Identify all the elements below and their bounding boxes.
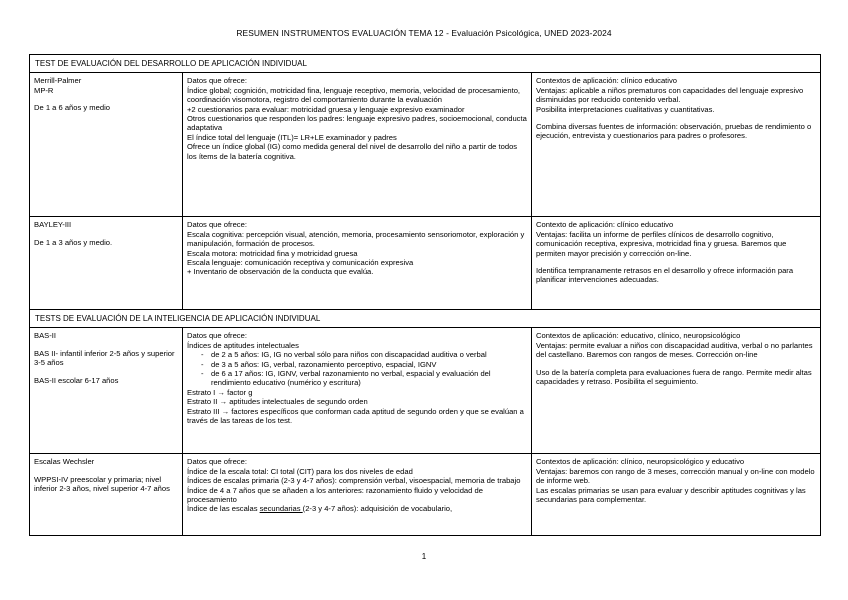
data-line: Escala cognitiva: percepción visual, atención, memoria, procesamiento sensoriomotor, exploración y manipulación, formación de procesos. xyxy=(187,229,525,249)
table-row xyxy=(30,328,821,454)
context-line: Ventajas: permite evaluar a niños con discapacidad auditiva, verbal o no parlantes del castellano. Baremos con rangos de meses. Corrección on-line xyxy=(536,340,813,360)
table-row xyxy=(30,217,821,310)
data-cell xyxy=(183,328,532,454)
data-line: Estrato II → aptitudes intelectuales de segundo orden xyxy=(187,397,368,407)
age-range: De 1 a 6 años y medio xyxy=(34,103,110,113)
data-line: Datos que ofrece: xyxy=(187,457,247,467)
page-number: 1 xyxy=(421,552,427,561)
list-item xyxy=(187,369,527,388)
section-title: TESTS DE EVALUACIÓN DE LA INTELIGENCIA DE APLICACIÓN INDIVIDUAL xyxy=(30,310,821,328)
test-name: BAS-II xyxy=(34,331,56,341)
list-item-text: de 6 a 17 años: IG, IGNV, verbal razonamiento no verbal, espacial y evaluación del rendimiento educativo (numérico y escritura) xyxy=(211,369,491,388)
context-line: Contexto de aplicación: clínico educativo xyxy=(536,220,674,230)
data-line: El índice total del lenguaje (ITL)= LR+LE examinador y padres xyxy=(187,132,397,142)
data-line: Escala lenguaje: comunicación receptiva y comunicación expresiva xyxy=(187,258,414,268)
data-text: Índice de las escalas xyxy=(187,504,260,514)
table-row xyxy=(30,454,821,536)
test-name: Merrill-Palmer xyxy=(34,76,82,86)
test-name-cell xyxy=(30,217,183,310)
data-text: (2-3 y 4-7 años): adquisición de vocabulario, xyxy=(302,504,453,514)
data-line: Índices de escalas primaria (2-3 y 4-7 años): comprensión verbal, visoespacial, memoria de trabajo xyxy=(187,476,521,486)
test-version: BAS-II escolar 6-17 años xyxy=(34,375,119,385)
data-line: Ofrece un índice global (IG) como medida general del nivel de desarrollo del niño a partir de todos los ítems de la batería cognitiva. xyxy=(187,142,518,161)
context-line: Ventajas: aplicable a niños prematuros con capacidades del lenguaje expresivo disminuidas por reducido contenido verbal. xyxy=(536,85,804,105)
data-line xyxy=(187,504,527,513)
test-name: BAYLEY-III xyxy=(34,220,72,230)
age-range: De 1 a 3 años y medio. xyxy=(34,237,113,247)
context-line: Contextos de aplicación: clínico educativo xyxy=(536,76,677,86)
data-line: Estrato III → factores específicos que conforman cada aptitud de segundo orden y que se evalúan a través de las tareas de los test. xyxy=(187,406,524,426)
context-extra: Uso de la batería completa para evaluaciones fuera de rango. Permite medir altas capacidades y retraso. Posibilita el seguimiento. xyxy=(536,367,812,387)
data-cell xyxy=(183,73,532,217)
list-item xyxy=(187,360,527,369)
test-name-cell xyxy=(30,73,183,217)
data-cell xyxy=(183,217,532,310)
context-extra: Combina diversas fuentes de información: observación, pruebas de rendimiento o ejecución, entrevista y cuestionarios para padres o profesores. xyxy=(536,122,812,141)
data-line: Estrato I → factor g xyxy=(187,387,253,397)
context-cell xyxy=(532,217,821,310)
test-name-abbrev: MP-R xyxy=(34,85,54,95)
context-line: Contextos de aplicación: clínico, neuropsicológico y educativo xyxy=(536,457,745,467)
section-title: TEST DE EVALUACIÓN DEL DESARROLLO DE APLICACIÓN INDIVIDUAL xyxy=(30,55,821,73)
test-version: BAS II- infantil inferior 2-5 años y superior 3-5 años xyxy=(34,348,175,368)
context-line: Ventajas: facilita un informe de perfiles clínicos de desarrollo cognitivo, comunicación receptiva, expresiva, motricidad fina y gruesa. Baremos que permiten mayor precisión y corrección on-line. xyxy=(536,229,787,258)
data-line: Índice de 4 a 7 años que se añaden a los anteriores: razonamiento fluido y velocidad de procesamiento xyxy=(187,485,483,505)
test-name: Escalas Wechsler xyxy=(34,457,95,467)
data-line: Datos que ofrece: xyxy=(187,331,247,341)
test-name-cell xyxy=(30,328,183,454)
context-line: Ventajas: baremos con rango de 3 meses, corrección manual y on-line con modelo de informe web. xyxy=(536,466,815,486)
data-line: Datos que ofrece: xyxy=(187,76,247,86)
page-header: RESUMEN INSTRUMENTOS EVALUACIÓN TEMA 12 - Evaluación Psicológica, UNED 2023-2024 xyxy=(236,28,612,38)
list-item xyxy=(187,350,527,359)
test-version: WPPSI-IV preescolar y primaria; nivel inferior 2-3 años, nivel superior 4-7 años xyxy=(34,474,170,494)
context-cell xyxy=(532,454,821,536)
development-tests-table xyxy=(29,54,821,310)
test-name-cell xyxy=(30,454,183,536)
dash-bullet: - xyxy=(201,359,204,369)
data-line: +2 cuestionarios para evaluar: motricidad gruesa y lenguaje expresivo examinador xyxy=(187,104,465,114)
context-line: Contextos de aplicación: educativo, clínico, neuropsicológico xyxy=(536,331,741,341)
context-extra: Identifica tempranamente retrasos en el desarrollo y ofrece información para planificar intervenciones adecuadas. xyxy=(536,266,794,285)
data-line: Índice global; cognición, motricidad fina, lenguaje receptivo, memoria, velocidad de procesamiento, coordinación visomotora, registro del comportamiento durante la evaluación xyxy=(187,85,521,105)
context-cell xyxy=(532,73,821,217)
context-cell xyxy=(532,328,821,454)
table-row xyxy=(30,73,821,217)
list-item-text: de 2 a 5 años: IG, IG no verbal sólo para niños con discapacidad auditiva o verbal xyxy=(211,350,487,360)
list-item-text: de 3 a 5 años: IG, verbal, razonamiento perceptivo, espacial, IGNV xyxy=(211,359,437,369)
context-line: Posibilita interpretaciones cualitativas y cuantitativas. xyxy=(536,104,715,114)
data-line: Escala motora: motricidad fina y motricidad gruesa xyxy=(187,248,358,258)
dash-bullet: - xyxy=(201,369,204,379)
data-line: + Inventario de observación de la conducta que evalúa. xyxy=(187,267,374,277)
data-line: Índice de la escala total: CI total (CIT) para los dos niveles de edad xyxy=(187,466,413,476)
dash-bullet: - xyxy=(201,350,204,360)
data-line: Otros cuestionarios que responden los padres: lenguaje expresivo padres, socioemocional, conducta adaptativa xyxy=(187,114,527,133)
context-line: Las escalas primarias se usan para evaluar y describir aptitudes cognitivas y las secundarias para complementar. xyxy=(536,485,806,505)
data-line: Datos que ofrece: xyxy=(187,220,247,230)
data-cell xyxy=(183,454,532,536)
underlined-text: secundarias xyxy=(259,504,303,514)
data-line: Índices de aptitudes intelectuales xyxy=(187,340,299,350)
intelligence-tests-table xyxy=(29,309,821,536)
